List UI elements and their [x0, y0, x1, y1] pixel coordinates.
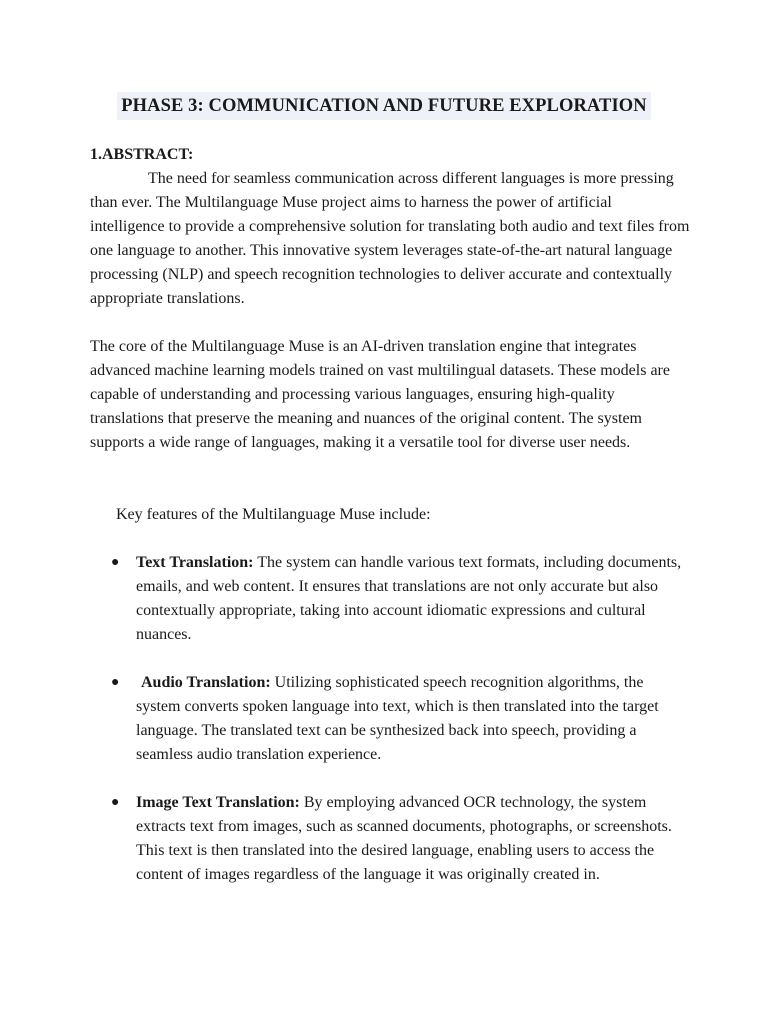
bullet-text: By employing advanced OCR technology, the system extracts text from images, such as scanned documents, photographs, or screenshots. This text is then translated into the desired language, enabling users to access the content of images regardless of the language it was originally created in. [136, 794, 672, 883]
paragraph-1-text: The need for seamless communication across different languages is more pressing than ever. The Multilanguage Muse project aims to harness the power of artificial intelligence to provide a comprehensive solution for translating both audio and text files from one language to another. This innovative system leverages state-of-the-art natural language processing (NLP) and speech recognition technologies to deliver accurate and contextually appropriate translations. [90, 170, 690, 307]
bullet-dot-icon: ● [111, 555, 120, 570]
abstract-heading: 1.ABSTRACT: [90, 146, 194, 163]
abstract-paragraph-2: The core of the Multilanguage Muse is an AI-driven translation engine that integrates advanced machine learning models trained on vast multilingual datasets. These models are capable of understanding and processing various languages, ensuring high-quality translations that preserve the meaning and nuances of the original content. The system supports a wide range of languages, making it a versatile tool for diverse user needs. [90, 338, 670, 451]
abstract-paragraph-1 [90, 167, 690, 311]
key-features-intro: Key features of the Multilanguage Muse include: [116, 506, 431, 523]
bullet-label: Audio Translation: [141, 674, 271, 691]
page-title: PHASE 3: COMMUNICATION AND FUTURE EXPLORATION [117, 92, 650, 120]
bullet-body [136, 671, 691, 767]
bullet-text: The system can handle various text formats, including documents, emails, and web content. It ensures that translations are not only accurate but also contextually appropriate, taking into account idiomatic expressions and cultural nuances. [136, 554, 682, 643]
bullet-audio-translation [111, 671, 691, 767]
bullet-dot-icon: ● [111, 795, 120, 810]
bullet-body [136, 791, 691, 887]
bullet-body [136, 551, 691, 647]
bullet-dot-icon: ● [111, 675, 120, 690]
title-container [0, 92, 768, 120]
bullet-label: Text Translation: [136, 554, 254, 571]
bullet-image-text-translation [111, 791, 691, 887]
bullet-label: Image Text Translation: [136, 794, 300, 811]
bullet-text: Utilizing sophisticated speech recognition algorithms, the system converts spoken language into text, which is then translated into the target language. The translated text can be synthesized back into speech, providing a seamless audio translation experience. [136, 674, 659, 763]
bullet-text-translation [111, 551, 691, 647]
